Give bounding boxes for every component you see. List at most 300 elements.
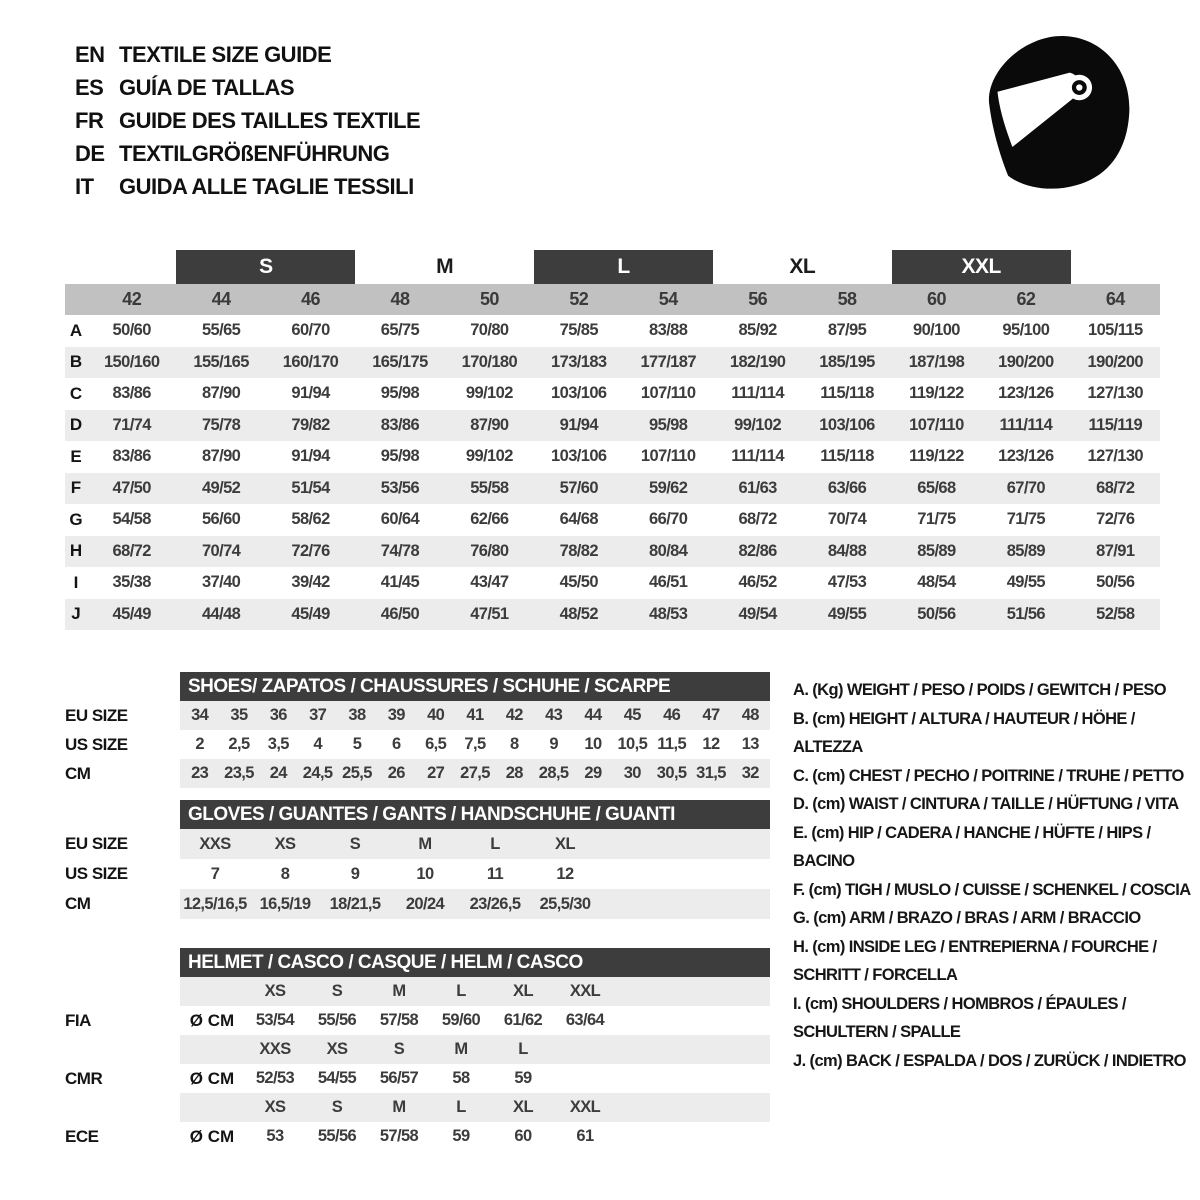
diameter-cm-label: Ø CM	[189, 1068, 235, 1088]
size-value: 46/52	[738, 573, 777, 592]
size-value: 87/90	[201, 384, 241, 403]
size-value: 43/47	[470, 573, 509, 592]
accessory-size-tables	[65, 672, 770, 1151]
size-value: 78/82	[559, 541, 598, 560]
shoe-size-value: 2	[195, 735, 204, 753]
size-value: 84/88	[827, 541, 867, 560]
helmet-size-value: 58	[452, 1069, 470, 1087]
size-value: 65/68	[917, 478, 956, 497]
size-value: 123/126	[998, 384, 1054, 403]
size-value: 60/64	[380, 510, 420, 529]
size-column-header: 50	[479, 289, 499, 309]
legend-item-f: F. (cm) TIGH / MUSLO / CUISSE / SCHENKEL / COSCIA	[793, 880, 1191, 899]
measurement-row-g	[65, 504, 1160, 536]
shoe-size-value: 6,5	[425, 735, 447, 753]
size-value: 41/45	[380, 573, 420, 592]
language-row	[75, 137, 420, 170]
measurement-row-f	[65, 473, 1160, 505]
helmet-size-value: 57/58	[379, 1127, 419, 1145]
helmet-cmr-row	[65, 1064, 770, 1093]
size-value: 49/55	[827, 604, 867, 623]
size-value: 54/58	[112, 510, 151, 529]
size-value: 68/72	[738, 510, 777, 529]
size-value: 111/114	[999, 415, 1053, 434]
size-value: 61/63	[738, 478, 777, 497]
language-row	[75, 104, 420, 137]
measurement-row-d	[65, 410, 1160, 442]
glove-size-value: XXS	[199, 834, 231, 853]
shoe-size-value: 2,5	[228, 735, 250, 753]
size-value: 50/56	[1096, 573, 1135, 592]
shoe-size-value: 23,5	[224, 764, 254, 782]
shoe-size-value: 31,5	[696, 764, 726, 782]
glove-size-value: 23/26,5	[469, 894, 521, 913]
shoe-size-value: 43	[545, 706, 563, 724]
helmet-size-header: S	[393, 1040, 405, 1058]
size-value: 85/89	[917, 541, 956, 560]
helmet-size-value: 56/57	[379, 1069, 419, 1087]
language-label: GUIDE DES TAILLES TEXTILE	[119, 107, 421, 133]
size-value: 123/126	[998, 447, 1054, 466]
language-label: TEXTILGRÖßENFÜHRUNG	[119, 140, 390, 166]
size-value: 82/86	[738, 541, 777, 560]
shoe-size-value: 5	[352, 735, 362, 753]
gloves-section-title-bar: GLOVES / GUANTES / GANTS / HANDSCHUHE / GUANTI	[180, 800, 770, 829]
row-label: EU SIZE	[65, 834, 128, 853]
language-row	[75, 38, 420, 71]
size-value: 46/50	[380, 604, 420, 623]
helmet-size-header: M	[392, 982, 406, 1000]
size-value: 87/91	[1096, 541, 1135, 560]
shoe-size-value: 37	[309, 706, 327, 724]
size-value: 52/58	[1096, 604, 1135, 623]
shoe-size-value: 23	[191, 764, 209, 782]
size-value: 79/82	[291, 415, 330, 434]
size-value: 47/51	[470, 604, 509, 623]
helmet-size-header: XL	[513, 1098, 533, 1116]
size-value: 111/114	[731, 384, 784, 403]
size-value: 75/78	[201, 415, 241, 434]
size-value: 45/49	[291, 604, 330, 623]
row-label: CMR	[65, 1068, 103, 1088]
size-value: 119/122	[909, 384, 964, 403]
shoe-size-value: 4	[313, 735, 322, 753]
size-value: 165/175	[372, 352, 428, 371]
shoe-size-value: 40	[427, 706, 445, 724]
row-label: J	[71, 604, 81, 624]
helmet-size-value: 52/53	[255, 1069, 295, 1087]
language-row	[75, 71, 420, 104]
size-value: 67/70	[1006, 478, 1046, 497]
size-value: 115/118	[820, 447, 874, 466]
size-value: 103/106	[551, 384, 607, 403]
size-value: 160/170	[282, 352, 339, 371]
size-value: 87/90	[201, 447, 241, 466]
size-value: 91/94	[291, 384, 330, 403]
row-label	[65, 977, 180, 1006]
glove-size-value: 11	[486, 864, 504, 883]
legend-item-e: E. (cm) HIP / CADERA / HANCHE / HÜFTE / HIPS / BACINO	[793, 823, 1151, 870]
shoe-size-value: 48	[741, 706, 759, 724]
glove-size-value: 12	[556, 864, 574, 883]
shoe-size-value: 41	[466, 706, 484, 724]
glove-size-value: 16,5/19	[259, 894, 311, 913]
size-value: 68/72	[112, 541, 151, 560]
size-column-header: 58	[837, 289, 857, 309]
size-value: 51/56	[1006, 604, 1046, 623]
size-value: 95/100	[1002, 321, 1050, 340]
size-value: 150/160	[103, 352, 160, 371]
size-value: 50/56	[917, 604, 956, 623]
size-value: 127/130	[1087, 384, 1143, 403]
size-value: 190/200	[998, 352, 1054, 371]
size-group-m: M	[436, 255, 454, 278]
measurement-row-e	[65, 441, 1160, 473]
size-value: 74/78	[380, 541, 420, 560]
row-label: C	[69, 383, 83, 403]
row-label: US SIZE	[65, 734, 128, 754]
size-value: 47/53	[827, 573, 867, 592]
shoe-size-value: 8	[510, 735, 519, 753]
helmet-ece-row	[65, 1122, 770, 1151]
helmet-fia-row	[65, 1006, 770, 1035]
size-value: 63/66	[827, 478, 867, 497]
row-label: B	[69, 352, 83, 372]
size-value: 48/53	[649, 604, 688, 623]
size-value: 85/89	[1006, 541, 1046, 560]
size-value: 111/114	[731, 447, 784, 466]
language-label: GUÍA DE TALLAS	[119, 74, 295, 100]
helmet-section-title-bar: HELMET / CASCO / CASQUE / HELM / CASCO	[180, 948, 770, 977]
size-value: 177/187	[640, 352, 696, 371]
row-label: ECE	[65, 1126, 99, 1146]
size-value: 68/72	[1096, 478, 1135, 497]
size-value: 58/62	[291, 510, 330, 529]
legend-item-h: H. (cm) INSIDE LEG / ENTREPIERNA / FOURCHE / SCHRITT / FORCELLA	[793, 937, 1157, 984]
size-value: 187/198	[908, 352, 965, 371]
size-value: 72/76	[291, 541, 330, 560]
row-label	[65, 1035, 180, 1064]
size-value: 87/95	[827, 321, 867, 340]
size-value: 107/110	[640, 447, 696, 466]
size-value: 107/110	[909, 415, 964, 434]
shoe-size-value: 27,5	[460, 764, 490, 782]
helmet-size-header: L	[456, 1098, 466, 1116]
size-value: 103/106	[551, 447, 607, 466]
measurement-legend	[793, 676, 1196, 1075]
size-value: 71/75	[1006, 510, 1046, 529]
shoe-size-value: 13	[741, 735, 759, 753]
size-value: 99/102	[465, 384, 513, 403]
shoe-size-value: 28,5	[538, 764, 569, 782]
helmet-size-header: S	[331, 982, 343, 1000]
row-label: F	[70, 478, 82, 498]
shoe-size-value: 10	[584, 735, 602, 753]
helmet-size-header: S	[331, 1098, 343, 1116]
legend-item-g: G. (cm) ARM / BRAZO / BRAS / ARM / BRACCIO	[793, 909, 1141, 927]
row-label: CM	[65, 894, 91, 913]
measurement-row-j	[65, 599, 1160, 631]
size-value: 47/50	[112, 478, 151, 497]
helmet-size-header: XS	[264, 1098, 286, 1116]
size-value: 83/86	[380, 415, 420, 434]
shoes-us-size-row	[65, 730, 770, 759]
shoe-size-value: 26	[387, 764, 405, 782]
size-value: 190/200	[1087, 352, 1143, 371]
size-column-header: 52	[569, 289, 589, 309]
helmet-size-header: XXS	[259, 1040, 291, 1058]
size-value: 39/42	[291, 573, 330, 592]
size-value: 103/106	[819, 415, 875, 434]
size-value: 170/180	[461, 352, 518, 371]
measurement-row-a	[65, 315, 1160, 347]
helmet-size-value: 55/56	[317, 1011, 357, 1029]
glove-size-value: M	[418, 834, 432, 853]
shoe-size-value: 7,5	[464, 735, 486, 753]
shoes-cm-row	[65, 759, 770, 788]
size-value: 48/54	[917, 573, 956, 592]
shoe-size-value: 39	[387, 706, 405, 724]
size-value: 45/49	[112, 604, 151, 623]
measurement-row-c	[65, 378, 1160, 410]
size-value: 60/70	[291, 321, 330, 340]
helmet-size-value: 55/56	[317, 1127, 357, 1145]
size-group-xxl: XXL	[892, 250, 1071, 284]
helmet-size-header: L	[456, 982, 466, 1000]
row-label: A	[69, 320, 83, 340]
textile-size-table	[65, 250, 1160, 630]
size-value: 95/98	[380, 384, 420, 403]
size-value: 80/84	[649, 541, 688, 560]
language-code: ES	[75, 74, 104, 100]
size-value: 155/165	[193, 352, 249, 371]
shoe-size-value: 46	[663, 706, 681, 724]
size-value: 85/92	[738, 321, 777, 340]
size-column-header: 62	[1016, 289, 1036, 309]
helmet-size-header: XXL	[569, 982, 601, 1000]
measurement-row-b	[65, 347, 1160, 379]
size-value: 44/48	[201, 604, 241, 623]
shoe-size-value: 24	[269, 764, 287, 782]
shoe-size-value: 32	[741, 764, 759, 782]
size-value: 75/85	[559, 321, 598, 340]
size-column-header: 60	[927, 289, 946, 309]
legend-item-j: J. (cm) BACK / ESPALDA / DOS / ZURÜCK / INDIETRO	[793, 1051, 1186, 1070]
legend-item-d: D. (cm) WAIST / CINTURA / TAILLE / HÜFTUNG / VITA	[793, 795, 1179, 813]
size-column-header: 42	[122, 289, 142, 309]
glove-size-value: 25,5/30	[539, 894, 591, 913]
legend-item-i: I. (cm) SHOULDERS / HOMBROS / ÉPAULES / SCHULTERN / SPALLE	[793, 994, 1126, 1041]
size-value: 99/102	[465, 447, 513, 466]
row-label: EU SIZE	[65, 705, 128, 725]
size-column-header: 46	[301, 289, 320, 309]
helmet-size-value: 59/60	[441, 1011, 481, 1029]
legend-item-a: A. (Kg) WEIGHT / PESO / POIDS / GEWITCH / PESO	[793, 681, 1167, 699]
glove-size-value: 10	[416, 864, 434, 883]
glove-size-value: 8	[280, 864, 290, 883]
size-value: 55/58	[470, 478, 509, 497]
size-value: 127/130	[1087, 447, 1143, 466]
size-value: 51/54	[291, 478, 330, 497]
size-value: 49/52	[201, 478, 241, 497]
diameter-cm-label: Ø CM	[189, 1010, 235, 1030]
row-label: H	[69, 541, 83, 561]
language-code: DE	[75, 140, 105, 166]
row-label: D	[69, 415, 83, 435]
row-label: E	[70, 446, 82, 466]
size-column-header: 54	[658, 289, 678, 309]
helmet-size-header: XXL	[569, 1098, 601, 1116]
helmet-size-value: 60	[514, 1127, 532, 1145]
size-value: 65/75	[380, 321, 420, 340]
size-value: 105/115	[1088, 321, 1143, 340]
size-value: 99/102	[734, 415, 782, 434]
glove-size-value: 7	[210, 864, 220, 883]
size-value: 49/54	[738, 604, 777, 623]
helmet-size-value: 53	[266, 1127, 284, 1145]
shoe-size-value: 24,5	[302, 764, 333, 782]
shoe-size-value: 34	[191, 706, 209, 724]
size-value: 83/86	[112, 447, 151, 466]
size-value: 91/94	[559, 415, 598, 434]
size-value: 95/98	[380, 447, 420, 466]
shoe-size-value: 11,5	[657, 735, 687, 753]
helmet-size-value: 63/64	[565, 1011, 605, 1029]
measurement-row-i	[65, 567, 1160, 599]
helmet-size-value: 57/58	[379, 1011, 419, 1029]
helmet-cmr-size-header-row	[65, 1035, 770, 1064]
size-value: 173/183	[551, 352, 607, 371]
helmet-size-header: XS	[264, 982, 286, 1000]
size-value: 90/100	[913, 321, 960, 340]
glove-size-value: XS	[274, 834, 296, 853]
shoe-size-value: 44	[584, 706, 602, 724]
helmet-size-value: 59	[452, 1127, 470, 1145]
size-value: 91/94	[291, 447, 330, 466]
helmet-size-header: XS	[326, 1040, 348, 1058]
gloves-cm-row	[65, 889, 770, 919]
legend-item-b: B. (cm) HEIGHT / ALTURA / HAUTEUR / HÖHE / ALTEZZA	[793, 709, 1135, 756]
size-column-header: 56	[748, 289, 768, 309]
glove-size-value: 18/21,5	[329, 894, 381, 913]
glove-size-value: 20/24	[405, 894, 445, 913]
gloves-eu-size-row	[65, 829, 770, 859]
size-value: 182/190	[729, 352, 786, 371]
shoe-size-value: 6	[392, 735, 401, 753]
size-value: 56/60	[201, 510, 241, 529]
shoe-size-value: 29	[584, 764, 602, 782]
helmet-size-header: M	[454, 1040, 468, 1058]
shoe-size-value: 3,5	[267, 735, 289, 753]
size-value: 37/40	[201, 573, 241, 592]
row-label: G	[69, 509, 83, 529]
size-group-xl: XL	[789, 255, 816, 278]
size-column-header: 48	[390, 289, 410, 309]
row-label: US SIZE	[65, 864, 128, 883]
shoe-size-value: 30	[623, 764, 641, 782]
size-group-l: L	[534, 250, 713, 284]
size-value: 87/90	[470, 415, 509, 434]
numeric-size-header-row	[65, 284, 1160, 315]
shoe-size-value: 42	[505, 706, 523, 724]
racing-helmet-icon	[972, 28, 1142, 198]
language-label: TEXTILE SIZE GUIDE	[119, 41, 332, 67]
language-label: GUIDA ALLE TAGLIE TESSILI	[119, 173, 414, 199]
shoe-size-value: 27	[427, 764, 445, 782]
size-value: 70/74	[827, 510, 867, 529]
shoe-size-value: 30,5	[656, 764, 687, 782]
row-label: I	[73, 572, 79, 592]
size-value: 55/65	[201, 321, 241, 340]
shoe-size-value: 28	[505, 764, 523, 782]
size-value: 48/52	[559, 604, 598, 623]
size-column-header: 44	[211, 289, 231, 309]
helmet-fia-size-header-row	[65, 977, 770, 1006]
size-value: 115/118	[820, 384, 874, 403]
row-label	[65, 1093, 180, 1122]
row-label: FIA	[65, 1010, 91, 1030]
language-code: IT	[75, 173, 94, 199]
size-group-header-row	[65, 250, 1160, 284]
size-value: 35/38	[112, 573, 151, 592]
shoe-size-value: 47	[702, 706, 720, 724]
size-value: 185/195	[819, 352, 875, 371]
glove-size-value: S	[349, 834, 361, 853]
shoes-eu-size-row	[65, 701, 770, 730]
helmet-ece-size-header-row	[65, 1093, 770, 1122]
language-header	[75, 38, 420, 203]
size-value: 70/80	[470, 321, 509, 340]
size-value: 50/60	[112, 321, 151, 340]
shoe-size-value: 10,5	[617, 735, 648, 753]
legend-item-c: C. (cm) CHEST / PECHO / POITRINE / TRUHE / PETTO	[793, 766, 1184, 785]
shoe-size-value: 36	[269, 706, 287, 724]
shoes-section-title-bar: SHOES/ ZAPATOS / CHAUSSURES / SCHUHE / SCARPE	[180, 672, 770, 701]
size-value: 62/66	[470, 510, 509, 529]
size-value: 53/56	[380, 478, 420, 497]
glove-size-value: XL	[555, 834, 575, 853]
size-value: 59/62	[649, 478, 688, 497]
helmet-size-header: XL	[513, 982, 533, 1000]
shoe-size-value: 9	[549, 735, 558, 753]
shoe-size-value: 25,5	[342, 764, 372, 782]
helmet-size-value: 53/54	[255, 1011, 295, 1029]
size-value: 107/110	[640, 384, 696, 403]
language-row	[75, 170, 420, 203]
language-code: FR	[75, 107, 104, 133]
size-value: 83/86	[112, 384, 151, 403]
size-value: 66/70	[649, 510, 688, 529]
size-value: 72/76	[1096, 510, 1135, 529]
helmet-size-header: L	[518, 1040, 528, 1058]
glove-size-value: 12,5/16,5	[183, 894, 247, 913]
size-value: 46/51	[649, 573, 688, 592]
helmet-size-value: 54/55	[317, 1069, 357, 1087]
size-value: 115/119	[1088, 415, 1143, 434]
size-value: 49/55	[1006, 573, 1046, 592]
size-value: 95/98	[649, 415, 688, 434]
diameter-cm-label: Ø CM	[189, 1126, 235, 1146]
size-group-s: S	[176, 250, 355, 284]
size-value: 71/75	[917, 510, 956, 529]
size-value: 119/122	[909, 447, 964, 466]
size-value: 83/88	[649, 321, 688, 340]
size-column-header: 64	[1105, 289, 1125, 309]
size-value: 71/74	[112, 415, 151, 434]
language-code: EN	[75, 41, 105, 67]
size-value: 70/74	[201, 541, 241, 560]
size-value: 64/68	[559, 510, 598, 529]
